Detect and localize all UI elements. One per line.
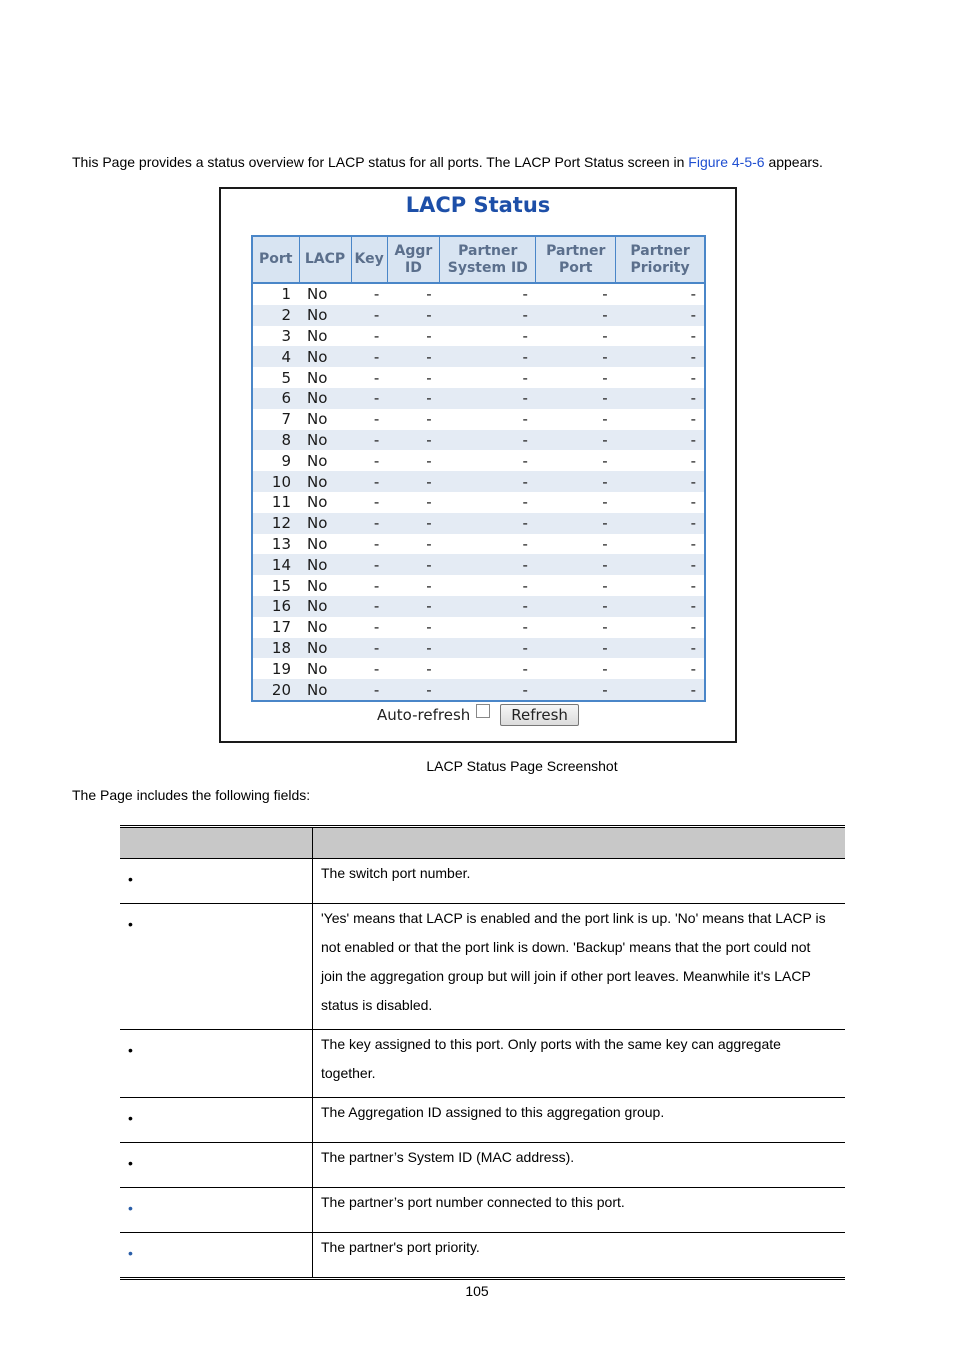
lacp-table-cell: -: [387, 430, 439, 451]
lacp-table-cell: -: [602, 368, 608, 387]
fields-header-description: [313, 827, 846, 859]
lacp-table-cell: -: [351, 679, 387, 701]
lacp-table-row: [252, 388, 705, 409]
lacp-table-cell: No: [299, 596, 351, 617]
bullet-icon: •: [128, 871, 133, 887]
field-object-cell: [120, 1233, 313, 1279]
field-description-line: The Aggregation ID assigned to this aggregation group.: [321, 1104, 665, 1120]
lacp-table-cell: No: [299, 388, 351, 409]
lacp-table-cell: -: [602, 285, 608, 304]
lacp-table-cell: -: [440, 471, 536, 492]
field-row: [120, 1143, 845, 1188]
lacp-table-cell: 7: [281, 410, 291, 429]
lacp-table-cell: -: [616, 346, 705, 367]
lacp-table-row: [252, 596, 705, 617]
field-description-line: status is disabled.: [321, 997, 433, 1013]
lacp-table-cell: No: [307, 659, 328, 678]
lacp-table-cell: No: [307, 368, 328, 387]
lacp-table-cell: -: [440, 513, 536, 534]
lacp-table-cell: -: [440, 388, 536, 409]
bullet-icon: •: [128, 1042, 133, 1058]
lacp-table-cell: -: [373, 368, 380, 387]
field-description-line: The partner’s System ID (MAC address).: [321, 1149, 575, 1165]
lacp-table-cell: -: [616, 388, 705, 409]
lacp-table-cell: -: [387, 305, 439, 326]
lacp-table-cell: -: [522, 285, 528, 304]
lacp-table-cell: 6: [252, 388, 299, 409]
intro-paragraph: [72, 153, 872, 171]
lacp-table-cell: -: [522, 659, 528, 678]
field-object-cell: [120, 1188, 313, 1233]
lacp-table-cell: -: [387, 471, 439, 492]
field-object-cell: [120, 1098, 313, 1143]
figure-link[interactable]: Figure 4-5-6: [688, 154, 765, 170]
lacp-table-cell: -: [522, 410, 528, 429]
bullet-icon: •: [128, 1200, 133, 1216]
field-description-cell: [313, 1188, 846, 1233]
lacp-table-cell: -: [373, 493, 380, 512]
lacp-table-cell: -: [426, 659, 432, 678]
lacp-table-cell: No: [299, 430, 351, 451]
lacp-table-cell: -: [440, 346, 536, 367]
lacp-status-title: LACP Status: [405, 193, 551, 217]
lacp-table-cell: -: [522, 368, 528, 387]
lacp-table-cell: No: [307, 534, 328, 553]
lacp-table-cell: -: [426, 451, 432, 470]
lacp-table-cell: -: [602, 659, 608, 678]
lacp-table-cell: -: [373, 451, 380, 470]
lacp-table-cell: -: [426, 368, 432, 387]
lacp-table-cell: -: [522, 618, 528, 637]
lacp-table-cell: -: [440, 554, 536, 575]
lacp-table-cell: -: [426, 618, 432, 637]
lacp-table-cell: -: [690, 368, 696, 387]
lacp-table-cell: -: [426, 576, 432, 595]
lacp-table-cell: -: [536, 388, 616, 409]
lacp-table-cell: -: [602, 451, 608, 470]
lacp-table-cell: 11: [271, 493, 291, 512]
lacp-status-table: [251, 235, 706, 702]
lacp-table-cell: -: [536, 305, 616, 326]
field-row: [120, 1030, 845, 1098]
lacp-table-cell: -: [690, 410, 696, 429]
lacp-table-cell: 4: [252, 346, 299, 367]
lacp-col-header: LACP: [299, 236, 351, 283]
lacp-table-cell: 18: [252, 638, 299, 659]
lacp-table-cell: 12: [252, 513, 299, 534]
figure-caption: LACP Status Page Screenshot: [426, 758, 618, 774]
lacp-table-cell: -: [351, 554, 387, 575]
lacp-table-cell: 14: [252, 554, 299, 575]
lacp-table-cell: -: [690, 285, 696, 304]
lacp-table-cell: -: [373, 326, 380, 345]
lacp-table-cell: No: [307, 326, 328, 345]
field-description-line: The key assigned to this port. Only ports with the same key can aggregate: [321, 1036, 781, 1052]
lacp-table-cell: 1: [281, 285, 291, 304]
lacp-table-row: [252, 326, 705, 347]
lacp-table-cell: 10: [252, 471, 299, 492]
lacp-table-cell: -: [536, 471, 616, 492]
lacp-table-cell: -: [351, 513, 387, 534]
lacp-table-cell: -: [522, 493, 528, 512]
lacp-table-cell: -: [387, 346, 439, 367]
field-row: [120, 1188, 845, 1233]
lacp-table-cell: -: [690, 451, 696, 470]
auto-refresh-checkbox[interactable]: [476, 704, 490, 718]
lacp-table-row: [252, 617, 705, 638]
lacp-table-cell: -: [351, 471, 387, 492]
lacp-table-cell: No: [299, 471, 351, 492]
lacp-table-cell: -: [536, 346, 616, 367]
lacp-table-cell: -: [690, 326, 696, 345]
field-object-cell: [120, 1030, 313, 1098]
field-description-line: join the aggregation group but will join if other port leaves. Meanwhile it's LACP: [321, 968, 811, 984]
lacp-table-cell: -: [616, 305, 705, 326]
lacp-table-header-row: [252, 236, 705, 283]
intro-text: This Page provides a status overview for LACP status for all ports. The LACP Port Status screen in: [72, 154, 689, 170]
lacp-col-header: Partner Priority: [616, 236, 705, 283]
lacp-table-cell: -: [690, 576, 696, 595]
field-description-line: not enabled or that the port link is down. 'Backup' means that the port could not: [321, 939, 811, 955]
lacp-table-cell: -: [536, 596, 616, 617]
field-description-cell: [313, 904, 846, 1030]
field-description-cell: [313, 1143, 846, 1188]
lacp-table-cell: -: [373, 576, 380, 595]
lacp-table-cell: -: [522, 326, 528, 345]
lacp-table-cell: -: [602, 326, 608, 345]
lacp-table-cell: -: [440, 596, 536, 617]
lacp-table-cell: -: [536, 679, 616, 701]
lacp-table-cell: No: [299, 305, 351, 326]
field-description-cell: [313, 1030, 846, 1098]
lacp-table-row: [252, 534, 705, 555]
lacp-table-cell: -: [522, 534, 528, 553]
field-object-cell: [120, 1143, 313, 1188]
lacp-table-cell: -: [373, 285, 380, 304]
lacp-table-cell: -: [616, 679, 705, 701]
lacp-col-header: Partner System ID: [440, 236, 536, 283]
field-description-line: The partner’s port number connected to this port.: [321, 1194, 625, 1210]
lacp-table-cell: 16: [252, 596, 299, 617]
field-row: [120, 904, 845, 1030]
lacp-table-cell: 2: [252, 305, 299, 326]
lacp-table-cell: 17: [271, 618, 291, 637]
page-number: 105: [465, 1283, 489, 1299]
lacp-table-cell: 9: [281, 451, 291, 470]
lacp-table-row: [252, 679, 705, 701]
lacp-col-header: Partner Port: [536, 236, 616, 283]
lacp-table-cell: -: [351, 346, 387, 367]
lacp-table-cell: -: [536, 513, 616, 534]
lacp-table-cell: No: [299, 513, 351, 534]
lacp-table-cell: -: [616, 554, 705, 575]
lacp-table-row: [252, 638, 705, 659]
field-row: [120, 1098, 845, 1143]
field-object-cell: [120, 859, 313, 904]
lacp-table-cell: 19: [271, 659, 291, 678]
field-object-cell: [120, 904, 313, 1030]
lacp-table-cell: -: [440, 638, 536, 659]
lacp-table-cell: -: [387, 638, 439, 659]
lacp-table-row: [252, 367, 705, 388]
field-description-cell: [313, 859, 846, 904]
lacp-table-cell: -: [387, 388, 439, 409]
lacp-col-header: Port: [252, 236, 299, 283]
lacp-table-cell: -: [440, 305, 536, 326]
lacp-table-row: [252, 283, 705, 305]
lacp-table-cell: No: [307, 618, 328, 637]
field-description-cell: [313, 1233, 846, 1279]
lacp-table-cell: -: [426, 326, 432, 345]
lacp-table-cell: 20: [252, 679, 299, 701]
lacp-table-cell: No: [299, 554, 351, 575]
lacp-table-cell: -: [616, 430, 705, 451]
lacp-table-cell: 13: [271, 534, 291, 553]
bullet-icon: •: [128, 1155, 133, 1171]
lacp-table-cell: -: [690, 493, 696, 512]
fields-header-row: [120, 827, 845, 859]
lacp-table-cell: -: [602, 576, 608, 595]
lacp-table-cell: 3: [281, 326, 291, 345]
lacp-table-cell: No: [307, 576, 328, 595]
lacp-table-cell: 5: [281, 368, 291, 387]
fields-intro: The Page includes the following fields:: [72, 787, 311, 803]
fields-header-object: [120, 827, 313, 859]
lacp-table-cell: -: [616, 638, 705, 659]
lacp-table-cell: 8: [252, 430, 299, 451]
refresh-button[interactable]: Refresh: [500, 704, 579, 726]
lacp-table-cell: -: [387, 554, 439, 575]
bullet-icon: •: [128, 916, 133, 932]
lacp-table-cell: No: [299, 679, 351, 701]
lacp-table-cell: -: [616, 596, 705, 617]
lacp-table-cell: -: [536, 638, 616, 659]
lacp-table-cell: -: [690, 534, 696, 553]
field-row: [120, 1233, 845, 1279]
field-description-line: The partner's port priority.: [321, 1239, 480, 1255]
lacp-table-cell: -: [351, 596, 387, 617]
lacp-status-screenshot: [219, 187, 737, 743]
lacp-table-row: [252, 513, 705, 534]
lacp-table-row: [252, 409, 705, 430]
lacp-table-cell: -: [440, 430, 536, 451]
lacp-table-cell: -: [522, 576, 528, 595]
lacp-table-cell: -: [426, 285, 432, 304]
lacp-table-row: [252, 305, 705, 326]
lacp-table-cell: -: [351, 388, 387, 409]
refresh-controls: [221, 704, 735, 726]
field-row: [120, 859, 845, 904]
lacp-table-cell: -: [616, 513, 705, 534]
lacp-table-cell: -: [602, 493, 608, 512]
lacp-table-cell: -: [387, 513, 439, 534]
lacp-table-row: [252, 575, 705, 596]
lacp-table-cell: -: [440, 679, 536, 701]
field-description-line: The switch port number.: [321, 865, 471, 881]
lacp-table-row: [252, 430, 705, 451]
field-description-cell: [313, 1098, 846, 1143]
lacp-table-cell: No: [299, 638, 351, 659]
lacp-table-cell: -: [426, 493, 432, 512]
lacp-table-cell: -: [351, 638, 387, 659]
field-description-line: together.: [321, 1065, 376, 1081]
lacp-table-cell: -: [373, 618, 380, 637]
lacp-table-row: [252, 346, 705, 367]
lacp-table-cell: No: [307, 410, 328, 429]
lacp-table-row: [252, 554, 705, 575]
lacp-table-cell: -: [351, 430, 387, 451]
lacp-table-cell: -: [602, 618, 608, 637]
lacp-table-cell: -: [536, 430, 616, 451]
field-description-line: 'Yes' means that LACP is enabled and the port link is up. 'No' means that LACP is: [321, 910, 826, 926]
lacp-table-cell: -: [426, 534, 432, 553]
lacp-table-cell: -: [522, 451, 528, 470]
lacp-table-cell: -: [616, 471, 705, 492]
lacp-table-cell: -: [387, 679, 439, 701]
lacp-table-cell: No: [307, 451, 328, 470]
lacp-table-cell: -: [387, 596, 439, 617]
lacp-table-cell: -: [373, 659, 380, 678]
bullet-icon: •: [128, 1245, 133, 1261]
lacp-table-cell: -: [602, 410, 608, 429]
lacp-table-cell: -: [690, 659, 696, 678]
lacp-table-cell: No: [307, 493, 328, 512]
lacp-table-cell: -: [690, 618, 696, 637]
lacp-col-header: Aggr ID: [387, 236, 439, 283]
lacp-table-cell: No: [299, 346, 351, 367]
bullet-icon: •: [128, 1110, 133, 1126]
lacp-table-cell: -: [536, 554, 616, 575]
lacp-table-row: [252, 658, 705, 679]
lacp-table-cell: -: [602, 534, 608, 553]
auto-refresh-label: Auto-refresh: [377, 706, 471, 724]
lacp-table-row: [252, 492, 705, 513]
lacp-table-cell: -: [351, 305, 387, 326]
lacp-col-header: Key: [351, 236, 387, 283]
lacp-table-cell: -: [373, 410, 380, 429]
lacp-table-row: [252, 471, 705, 492]
lacp-table-cell: 15: [271, 576, 291, 595]
fields-table: [120, 825, 845, 1280]
lacp-table-row: [252, 450, 705, 471]
lacp-table-cell: No: [307, 285, 328, 304]
lacp-table-cell: -: [426, 410, 432, 429]
lacp-table-cell: -: [373, 534, 380, 553]
intro-text-end: appears.: [764, 154, 823, 170]
